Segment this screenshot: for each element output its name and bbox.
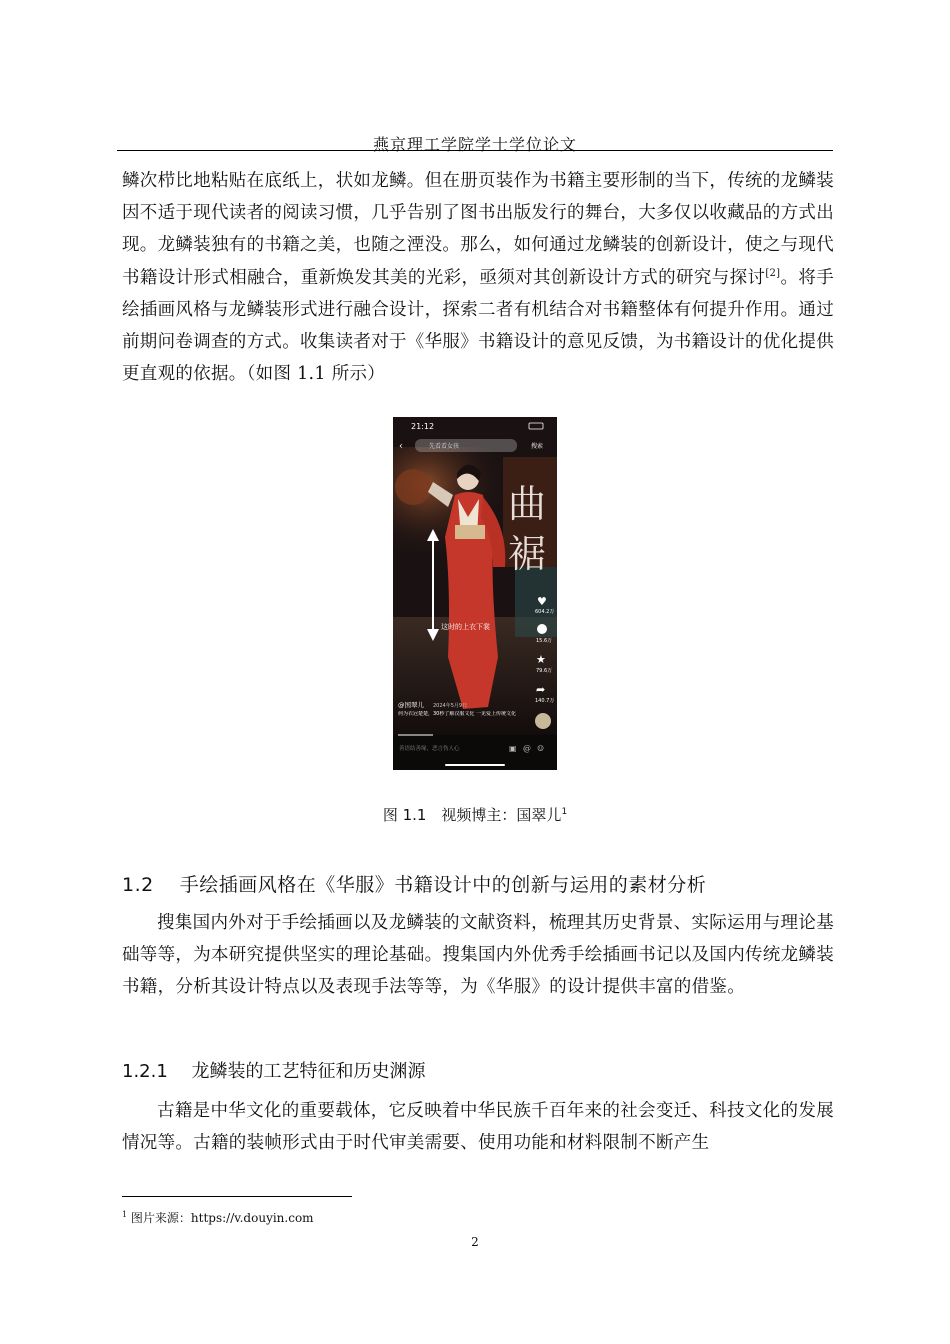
section-1-2-1-paragraph: 古籍是中华文化的重要载体，它反映着中华民族千百年来的社会变迁、科技文化的发展情况等。古籍的装帧形式由于时代审美需要、使用功能和材料限制不断产生 xyxy=(122,1101,834,1154)
footnote-text: 图片来源：https://v.douyin.com xyxy=(130,1211,314,1225)
home-indicator xyxy=(445,764,505,766)
section-1-2-paragraph: 搜集国内外对于手绘插画以及龙鳞装的文献资料，梳理其历史背景、实际运用与理论基础等等，为本研究提供坚实的理论基础。搜集国内外优秀手绘插画书记以及国内传统龙鳞装书籍，分析其设计特点以及表现手法等等，为《华服》的设计提供丰富的借鉴。 xyxy=(122,913,834,998)
share-count: 140.7万 xyxy=(535,698,555,704)
author-name[interactable]: @国翠儿 xyxy=(398,701,424,709)
footnote xyxy=(122,1209,314,1226)
intro-text-2: 。将手绘插画风格与龙鳞装形式进行融合设计，探索二者有机结合对书籍整体有何提升作用。通过前期问卷调查的方式。收集读者对于《华服》书籍设计的意见反馈，为书籍设计的优化提供更直观的依据。（如图 1.1 所示） xyxy=(122,267,834,385)
citation: [2] xyxy=(765,267,781,279)
footnote-rule xyxy=(122,1196,352,1197)
search-button[interactable]: 搜索 xyxy=(531,443,544,450)
image-icon[interactable]: ▣ xyxy=(509,744,517,753)
like-count: 604.2万 xyxy=(535,609,555,615)
status-time: 21:12 xyxy=(411,422,435,431)
comment-icon[interactable] xyxy=(537,624,547,634)
subsection-title: 龙鳞装的工艺特征和历史渊源 xyxy=(191,1061,426,1082)
comment-input[interactable]: 善语结善缘，恶言伤人心 xyxy=(399,746,460,752)
lantern xyxy=(395,469,431,505)
subsection-number: 1.2.1 xyxy=(122,1061,168,1082)
figure-screenshot xyxy=(393,417,557,770)
section-title: 手绘插画风格在《华服》书籍设计中的创新与运用的素材分析 xyxy=(179,874,707,896)
figure-caption xyxy=(0,804,950,825)
emoji-icon[interactable]: ☺ xyxy=(537,744,545,753)
intro-text-1: 鳞次栉比地粘贴在底纸上，状如龙鳞。但在册页装作为书籍主要形制的当下，传统的龙鳞装因不适于现代读者的阅读习惯，几乎告别了图书出版发行的舞台，大多仅以收藏品的方式出现。龙鳞装独有的书籍之美，也随之湮没。那么，如何通过龙鳞装的创新设计，使之与现代书籍设计形式相融合，重新焕发其美的光彩，亟须对其创新设计方式的研究与探讨 xyxy=(122,171,834,288)
calligraphy-char-1: 曲 xyxy=(508,482,547,526)
back-icon[interactable]: ‹ xyxy=(399,441,403,452)
search-placeholder: 先看看女孩 xyxy=(429,443,460,450)
like-icon[interactable]: ♥ xyxy=(537,595,547,608)
at-icon[interactable]: @ xyxy=(523,744,531,753)
page-number: 2 xyxy=(471,1235,479,1249)
video-app-screenshot xyxy=(393,417,557,770)
post-date: 2024年5月9日 xyxy=(433,703,468,709)
video-subtitle: 这时的上衣下裳 xyxy=(441,623,490,631)
header-rule xyxy=(117,150,833,151)
post-description: 何为衣冠楚楚，30秒了解汉服文化 一见爱上传统文化 xyxy=(398,711,516,717)
share-icon[interactable]: ➦ xyxy=(536,683,546,696)
footnote-ref: 1 xyxy=(561,807,568,817)
section-heading-1-2 xyxy=(122,870,706,897)
footnote-marker: 1 xyxy=(122,1210,128,1219)
running-header: 燕京理工学院学士学位论文 xyxy=(372,135,577,154)
figure-caption-text: 图 1.1 视频博主：国翠儿 xyxy=(382,806,562,824)
music-disc-icon[interactable] xyxy=(535,713,551,729)
section-heading-1-2-1 xyxy=(122,1057,426,1083)
intro-paragraph xyxy=(122,165,834,390)
section-number: 1.2 xyxy=(122,874,154,896)
favorite-count: 79.6万 xyxy=(536,668,553,674)
favorite-icon[interactable]: ★ xyxy=(536,653,546,666)
calligraphy-char-2: 裾 xyxy=(508,532,547,576)
comment-count: 15.6万 xyxy=(536,638,553,644)
